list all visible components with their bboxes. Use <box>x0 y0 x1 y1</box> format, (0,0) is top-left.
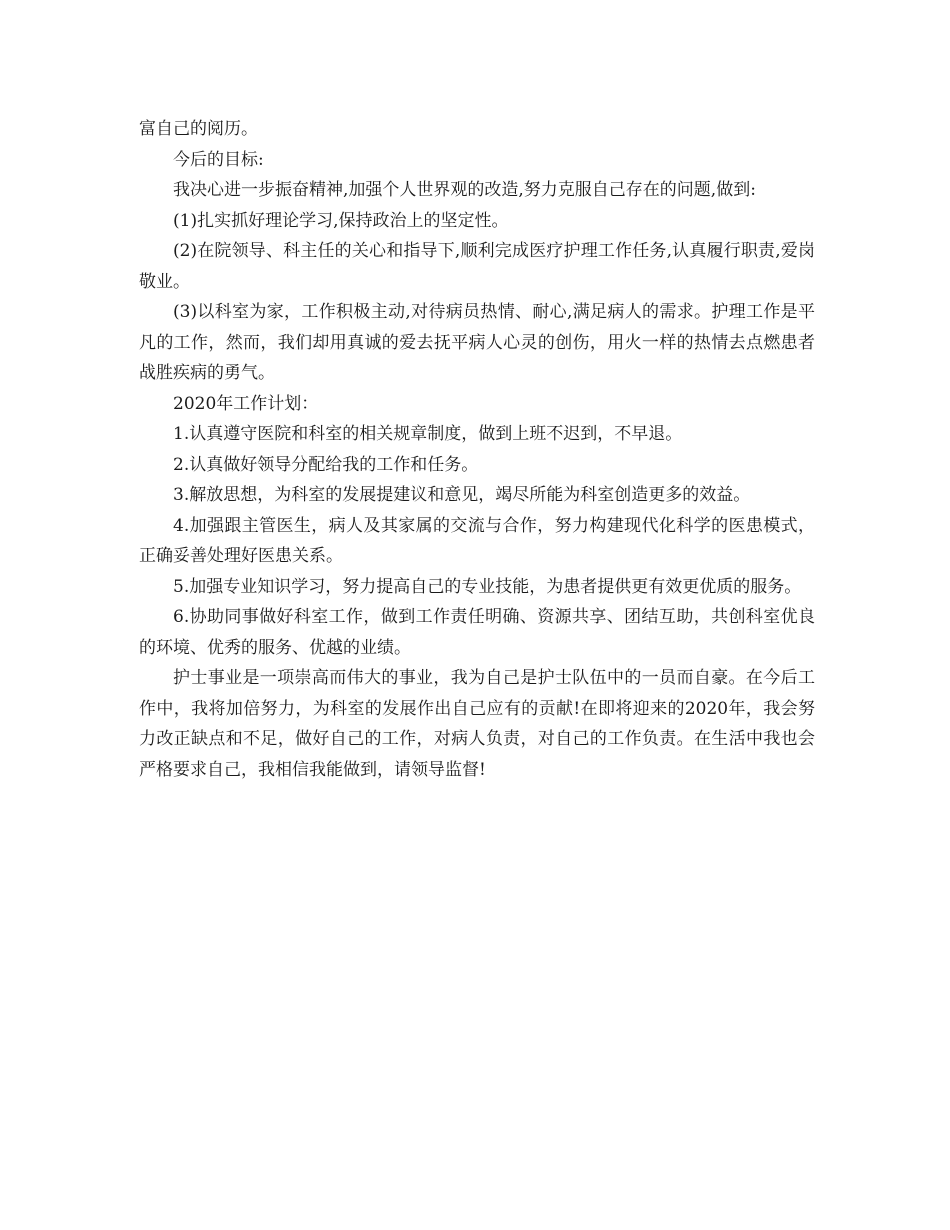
paragraph-resolution: 我决心进一步振奋精神,加强个人世界观的改造,努力克服自己存在的问题,做到: <box>173 180 756 200</box>
paragraph-goal-3: (3)以科室为家，工作积极主动,对待病员热情、耐心,满足病人的需求。护理工作是平凡的工作，然而，我们却用真诚的爱去抚平病人心灵的创伤，用火一样的热情去点燃患者战胜疾病的勇气。 <box>139 302 815 383</box>
paragraph-plan-1: 1.认真遵守医院和科室的相关规章制度，做到上班不迟到，不早退。 <box>173 424 683 444</box>
paragraph-goal-2: (2)在院领导、科主任的关心和指导下,顺利完成医疗护理工作任务,认真履行职责,爱岗敬业。 <box>139 241 815 292</box>
paragraph-conclusion: 护士事业是一项崇高而伟大的事业，我为自己是护士队伍中的一员而自豪。在今后工作中，我将加倍努力，为科室的发展作出自己应有的贡献!在即将迎来的2020年，我会努力改正缺点和不足，做好自己的工作，对病人负责，对自己的工作负责。在生活中我也会严格要求自己，我相信我能做到，请领导监督! <box>139 668 815 780</box>
paragraph-plan-2: 2.认真做好领导分配给我的工作和任务。 <box>173 454 479 475</box>
paragraph-plan-6: 6.协助同事做好科室工作，做到工作责任明确、资源共享、团结互助，共创科室优良的环境、优秀的服务、优越的业绩。 <box>139 607 815 658</box>
paragraph-plan-heading: 2020年工作计划： <box>173 393 319 414</box>
paragraph-plan-4: 4.加强跟主管医生，病人及其家属的交流与合作，努力构建现代化科学的医患模式，正确妥善处理好医患关系。 <box>139 515 815 566</box>
paragraph-goal-1: (1)扎实抓好理论学习,保持政治上的坚定性。 <box>173 210 509 231</box>
document-body <box>139 114 815 785</box>
paragraph-goals-heading: 今后的目标: <box>173 149 264 170</box>
paragraph-plan-5: 5.加强专业知识学习，努力提高自己的专业技能，为患者提供更有效更优质的服务。 <box>173 576 802 597</box>
paragraph-continuation: 富自己的阅历。 <box>139 119 258 139</box>
paragraph-plan-3: 3.解放思想，为科室的发展提建议和意见，竭尽所能为科室创造更多的效益。 <box>173 485 751 505</box>
